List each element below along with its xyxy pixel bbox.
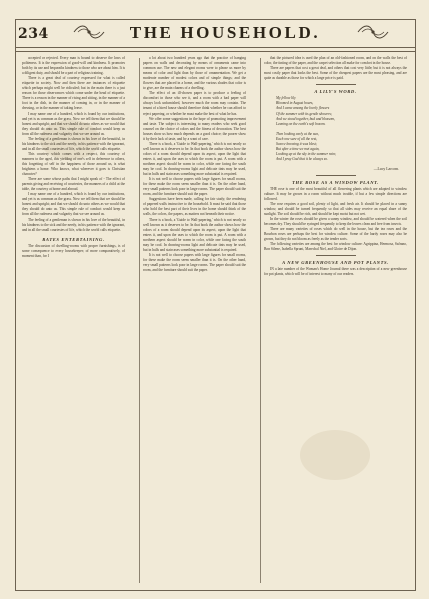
section-divider bbox=[316, 175, 356, 176]
poem-line: Looking up at the sky in the summer rain; bbox=[276, 152, 337, 157]
paragraph: that the pictured idea is used the plan of an old-fashioned room, and on the walls the best of color, the tinting of the paper, and the carpet selection all make for comfort in the house. bbox=[264, 56, 407, 66]
paragraph: The rose requires a good soil, plenty of light, and fresh air. It should be placed in a sunny window, and should be turned frequently so that all sides may receive an equal share of the sunlight. The soil should be rich, and should be kept moist but not wet. bbox=[264, 201, 407, 216]
paragraph: In the winter the roses should be given a sunny window, and should be watered when the soil becomes dry. They should be syringed frequently to keep the leaves clean and free from insects. bbox=[264, 216, 407, 226]
poem-title: A LILY'S WORD. bbox=[314, 89, 357, 95]
column-2 bbox=[143, 56, 246, 583]
paragraph: I may name one of a hundred, which is found by our institutions, and yet is as common as the grass. Now we tell them that we should be honest and upright; and that we should do unto others as we would that they should do unto us. This simple rule of conduct would keep us from all the rudeness and vulgarity that we see around us. bbox=[22, 111, 125, 136]
paragraph: There is a book, a 'Guide to Wall-papering,' which is not nearly so well known as it deserves to be. In that book the author shows how the colors of a room should depend upon its aspect, upon the light that enters it, and upon the uses to which the room is put. A room with a northern aspect should be warm in color, while one facing the south may be cool. In drawing-rooms light and delicate tints may be used, but in halls and staircases something more substantial is required. bbox=[143, 141, 246, 177]
section-divider bbox=[316, 84, 356, 85]
section-divider bbox=[316, 255, 356, 256]
paragraph: The following varieties are among the best for window culture: Agrippina, Hermosa, Safrano, Bon Silene, Isabella Sprunt, Marechal Niel, and Gloire de Dijon. bbox=[264, 242, 407, 252]
paragraph: accepted or rejected. Every man is bound to observe the laws of politeness. It is the expression of good-will and kindness. It promotes both by its use and bequeaths kindness to those who are about him. It is a diligent duty, and should be a part of religious training. bbox=[22, 56, 125, 76]
paragraph: We offer some suggestions in the hope of promoting improvement and taste. The subject is interesting to many readers who seek good counsel on the choice of colors and the fitness of decoration. The best houses show us how much depends on a good choice; the poorer show it by their lack of taste, and by a want of care. bbox=[143, 116, 246, 141]
paragraph: The discussion of dwelling-rooms with proper furnishings, is of some consequence to every housekeeper; of more comparatively, of moment than, for I bbox=[22, 243, 125, 258]
paragraph: IN a late number of the Woman's Home Journal there was a description of a new greenhouse for pot plants, which will be of interest to many of our readers. bbox=[264, 267, 407, 277]
paragraph: This courtesy which comes with a respect, this courtesy of manners to the aged, this yielding of one's self in deference to others, this forgetting of self in the happiness of those around us, is what brightens a home. Who knows, what wherever it goes is Christian character? bbox=[22, 151, 125, 177]
right-ornament-icon bbox=[356, 22, 390, 42]
paragraph: There are some whose paths that I might speak of - The effect of parents giving and receiving of courtesies, the manners of a child at the table, the courtesy at home and abroad. bbox=[22, 177, 125, 192]
poem-line: And I came among the lovely flowers bbox=[276, 106, 330, 111]
poem-signature: —Lucy Larcom. bbox=[373, 166, 399, 171]
section-heading: THE ROSE AS A WINDOW PLANT. bbox=[292, 179, 379, 185]
page-number: 234 bbox=[18, 26, 49, 42]
poem bbox=[264, 96, 407, 162]
paragraph: Suggestions have been made, calling for fair study; the rendering of papered walls instructive to the household. It must be said that those who hold the best part of their lives in the home should think of the walls, the colors, the papers, as matters not beneath their notice. bbox=[143, 197, 246, 217]
paragraph: It is not well to choose papers with large figures for small rooms, for these make the room seem smaller than it is. On the other hand, very small patterns look poor in large rooms. The paper should suit the room, and the furniture should suit the paper. bbox=[143, 177, 246, 197]
paragraph: The effect of an ill-chosen paper is to produce a feeling of discomfort in those who see it, and a room with a bad paper will always look unfurnished, however much the room may contain. The tenant of a hired house should therefore think whether he can afford to reject papering, or whether he must make the best of what he has. bbox=[143, 91, 246, 116]
paragraph: There are papers that cost a great deal, and others that cost very little; but it is not always the most costly paper that looks the best. Some of the cheapest papers are the most pleasing, and are quite as durable as those for which a large price is paid. bbox=[264, 66, 407, 81]
left-ornament-icon bbox=[72, 22, 106, 42]
paragraph: There is a great deal of courtesy expressed for what is called etiquette in society. Now and then there are instances of etiquette which perhaps might well be ridiculed; but in the main there is a just reason for those observances which come under the head of etiquette. There is a reason in the manner of rising and sitting, in the manner of a foot in the dish, in the manner of coming in, or in the manner of dressing, or in the manner of taking leave. bbox=[22, 76, 125, 111]
paragraph: There is a book, a 'Guide to Wall-papering,' which is not nearly so well known as it deserves to be. In that book the author shows how the colors of a room should depend upon its aspect, upon the light that enters it, and upon the uses to which the room is put. A room with a northern aspect should be warm in color, while one facing the south may be cool. In drawing-rooms light and delicate tints may be used, but in halls and staircases something more substantial is required. bbox=[143, 217, 246, 252]
paragraph: It is not well to choose papers with large figures for small rooms, for these make the room seem smaller than it is. On the other hand, very small patterns look poor in large rooms. The paper should suit the room, and the furniture should suit the paper. bbox=[143, 252, 246, 272]
paragraph: THE rose is one of the most beautiful of all flowering plants which are adapted to window culture. It may be grown in a room without much trouble, if but a few simple directions are followed. bbox=[264, 186, 407, 201]
column-divider bbox=[139, 58, 140, 583]
poem-line: And I pray God that it be always so. bbox=[276, 157, 329, 162]
section-heading: A NEW GREENHOUSE AND POT PLANTS. bbox=[282, 260, 389, 266]
poem-line: Of the summer with its gentle showers; bbox=[276, 111, 333, 116]
poem-line: And we stood together, bud and blossom, bbox=[276, 116, 335, 121]
paragraph: The feeling of a gentleman is shown in his love of the beautiful, in his kindness to the sick and the needy, in his patience with the ignorant, and in all the small courtesies of life, which the world calls etiquette. bbox=[22, 217, 125, 232]
paragraph: a lot about two hundred years ago that the practice of hanging papers on walls and decorating by means of ornaments came into common use. The new and elegant rooms were to please us more by means of color and light than by those of ornamentation. We get a moderate number of modest colors and of simple things; and the flowers that are placed in a home, and the various shades that color is to give, are the main charms of a dwelling. bbox=[143, 56, 246, 91]
paragraph: The feeling of a gentleman is shown in his love of the beautiful, in his kindness to the sick and the needy, in his patience with the ignorant, and in all the small courtesies of life, which the world calls etiquette. bbox=[22, 136, 125, 151]
poem-line: My fellow lily bbox=[276, 96, 296, 101]
column-3 bbox=[264, 56, 407, 583]
column-1 bbox=[22, 56, 125, 583]
paragraph: I may name one of a hundred, which is found by our institutions, and yet is as common as the grass. Now we tell them that we should be honest and upright; and that we should do unto others as we would that they should do unto us. This simple rule of conduct would keep us from all the rudeness and vulgarity that we see around us. bbox=[22, 192, 125, 217]
paragraph: There are many varieties of roses which do well in the house, but the tea roses and the Bourbon roses are perhaps the best for window culture. Some of the hardy roses may also be grown, but they do not bloom as freely as the tender sorts. bbox=[264, 226, 407, 242]
column-divider bbox=[260, 58, 261, 583]
poem-line: But after a time we met again, bbox=[276, 147, 320, 152]
section-heading: RATES ENTERTAINING. bbox=[42, 236, 105, 242]
poem-line: Each one sure of all the rest, bbox=[276, 137, 318, 142]
poem-line: Then looking early at the sun, bbox=[276, 131, 319, 136]
header-rule bbox=[15, 47, 416, 52]
poem-line: Leaning on the earth's soft bosom. bbox=[276, 121, 326, 126]
poem-line: Bloomed in August hours, bbox=[276, 101, 314, 106]
masthead-title: THE HOUSEHOLD. bbox=[129, 23, 321, 42]
poem-line: Scarce knowing it was blest; bbox=[276, 142, 317, 147]
